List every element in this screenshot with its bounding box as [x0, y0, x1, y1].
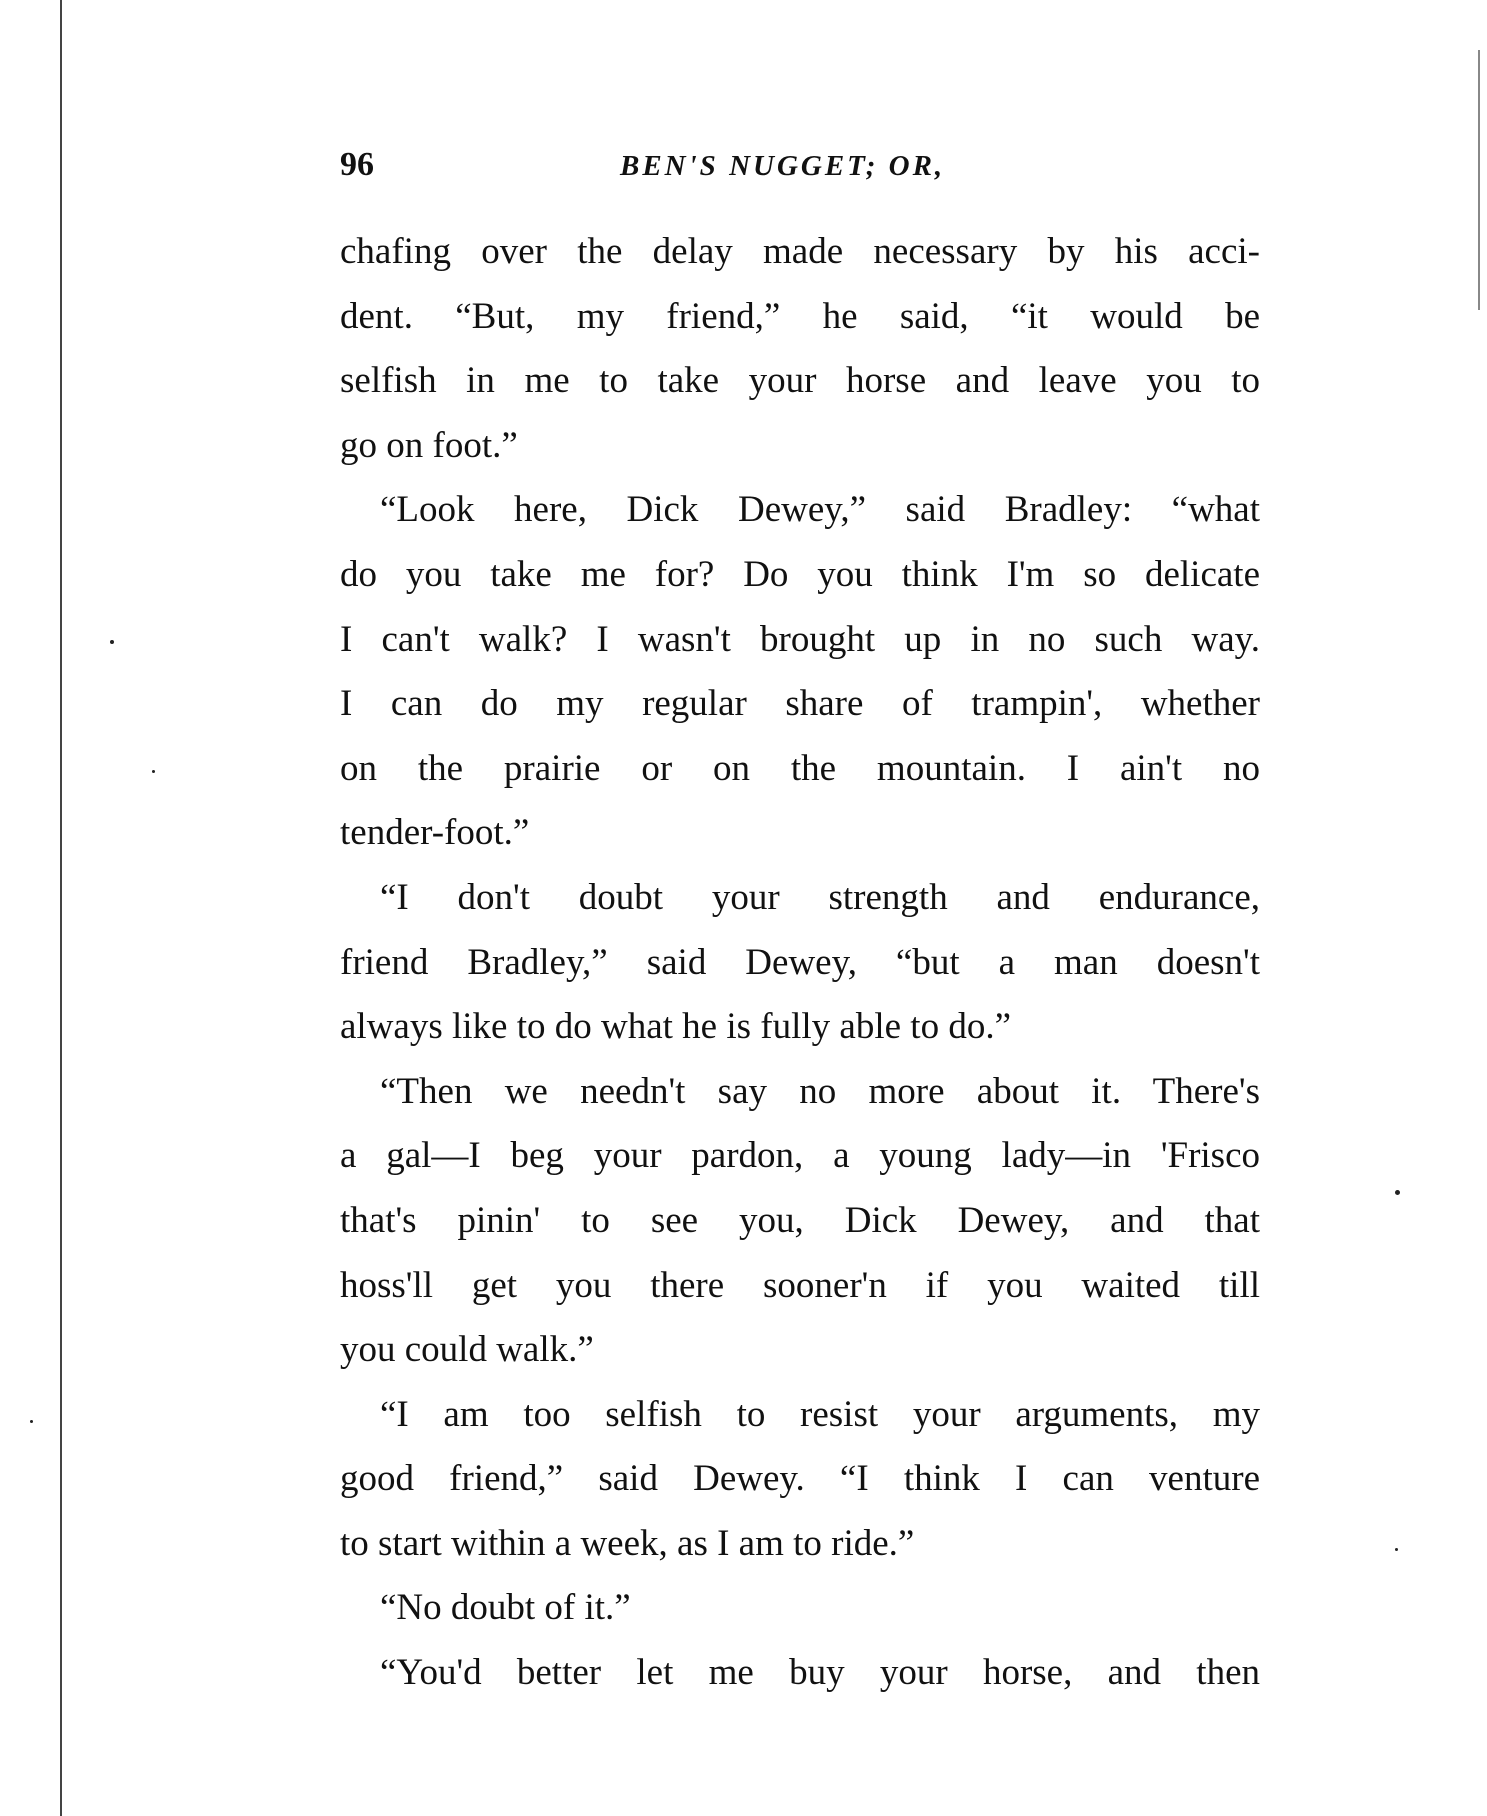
- text-line: “Look here, Dick Dewey,” said Bradley: “what: [380, 489, 1260, 531]
- text-line: selfish in me to take your horse and leave you to: [340, 360, 1260, 402]
- text-line: chafing over the delay made necessary by his acci-: [340, 231, 1260, 272]
- text-line: that's pinin' to see you, Dick Dewey, and that: [340, 1199, 1260, 1241]
- text-line: hoss'll get you there sooner'n if you waited till: [340, 1264, 1260, 1306]
- text-line: “No doubt of it.”: [380, 1587, 631, 1629]
- running-title: BEN'S NUGGET; OR,: [620, 150, 946, 182]
- text-line: I can do my regular share of trampin', whether: [340, 683, 1260, 725]
- body-text: [340, 220, 1260, 1706]
- page-number: 96: [340, 146, 374, 183]
- text-line: “Then we needn't say no more about it. There's: [380, 1070, 1260, 1112]
- speck-mark: [1395, 1548, 1398, 1551]
- text-line: “I don't doubt your strength and endurance,: [380, 876, 1260, 918]
- text-line: do you take me for? Do you think I'm so delicate: [340, 553, 1260, 595]
- text-line: I can't walk? I wasn't brought up in no such way.: [340, 618, 1260, 660]
- text-line: you could walk.”: [340, 1329, 594, 1371]
- text-line: dent. “But, my friend,” he said, “it would be: [340, 295, 1260, 337]
- speck-mark: [1395, 1190, 1400, 1195]
- text-line: tender-foot.”: [340, 812, 530, 854]
- page-left-edge: [60, 0, 62, 1816]
- text-line: go on foot.”: [340, 424, 518, 466]
- text-line: a gal—I beg your pardon, a young lady—in 'Frisco: [340, 1135, 1260, 1177]
- text-line: “I am too selfish to resist your arguments, my: [380, 1393, 1260, 1435]
- text-line: friend Bradley,” said Dewey, “but a man doesn't: [340, 941, 1260, 983]
- text-line: good friend,” said Dewey. “I think I can venture: [340, 1458, 1260, 1500]
- speck-mark: [30, 1420, 33, 1423]
- speck-mark: [152, 770, 155, 773]
- page-right-edge: [1478, 50, 1480, 310]
- text-line: “You'd better let me buy your horse, and then: [380, 1652, 1260, 1694]
- text-line: on the prairie or on the mountain. I ain't no: [340, 747, 1260, 789]
- text-line: to start within a week, as I am to ride.”: [340, 1522, 915, 1564]
- text-line: always like to do what he is fully able to do.”: [340, 1006, 1011, 1048]
- speck-mark: [110, 640, 114, 644]
